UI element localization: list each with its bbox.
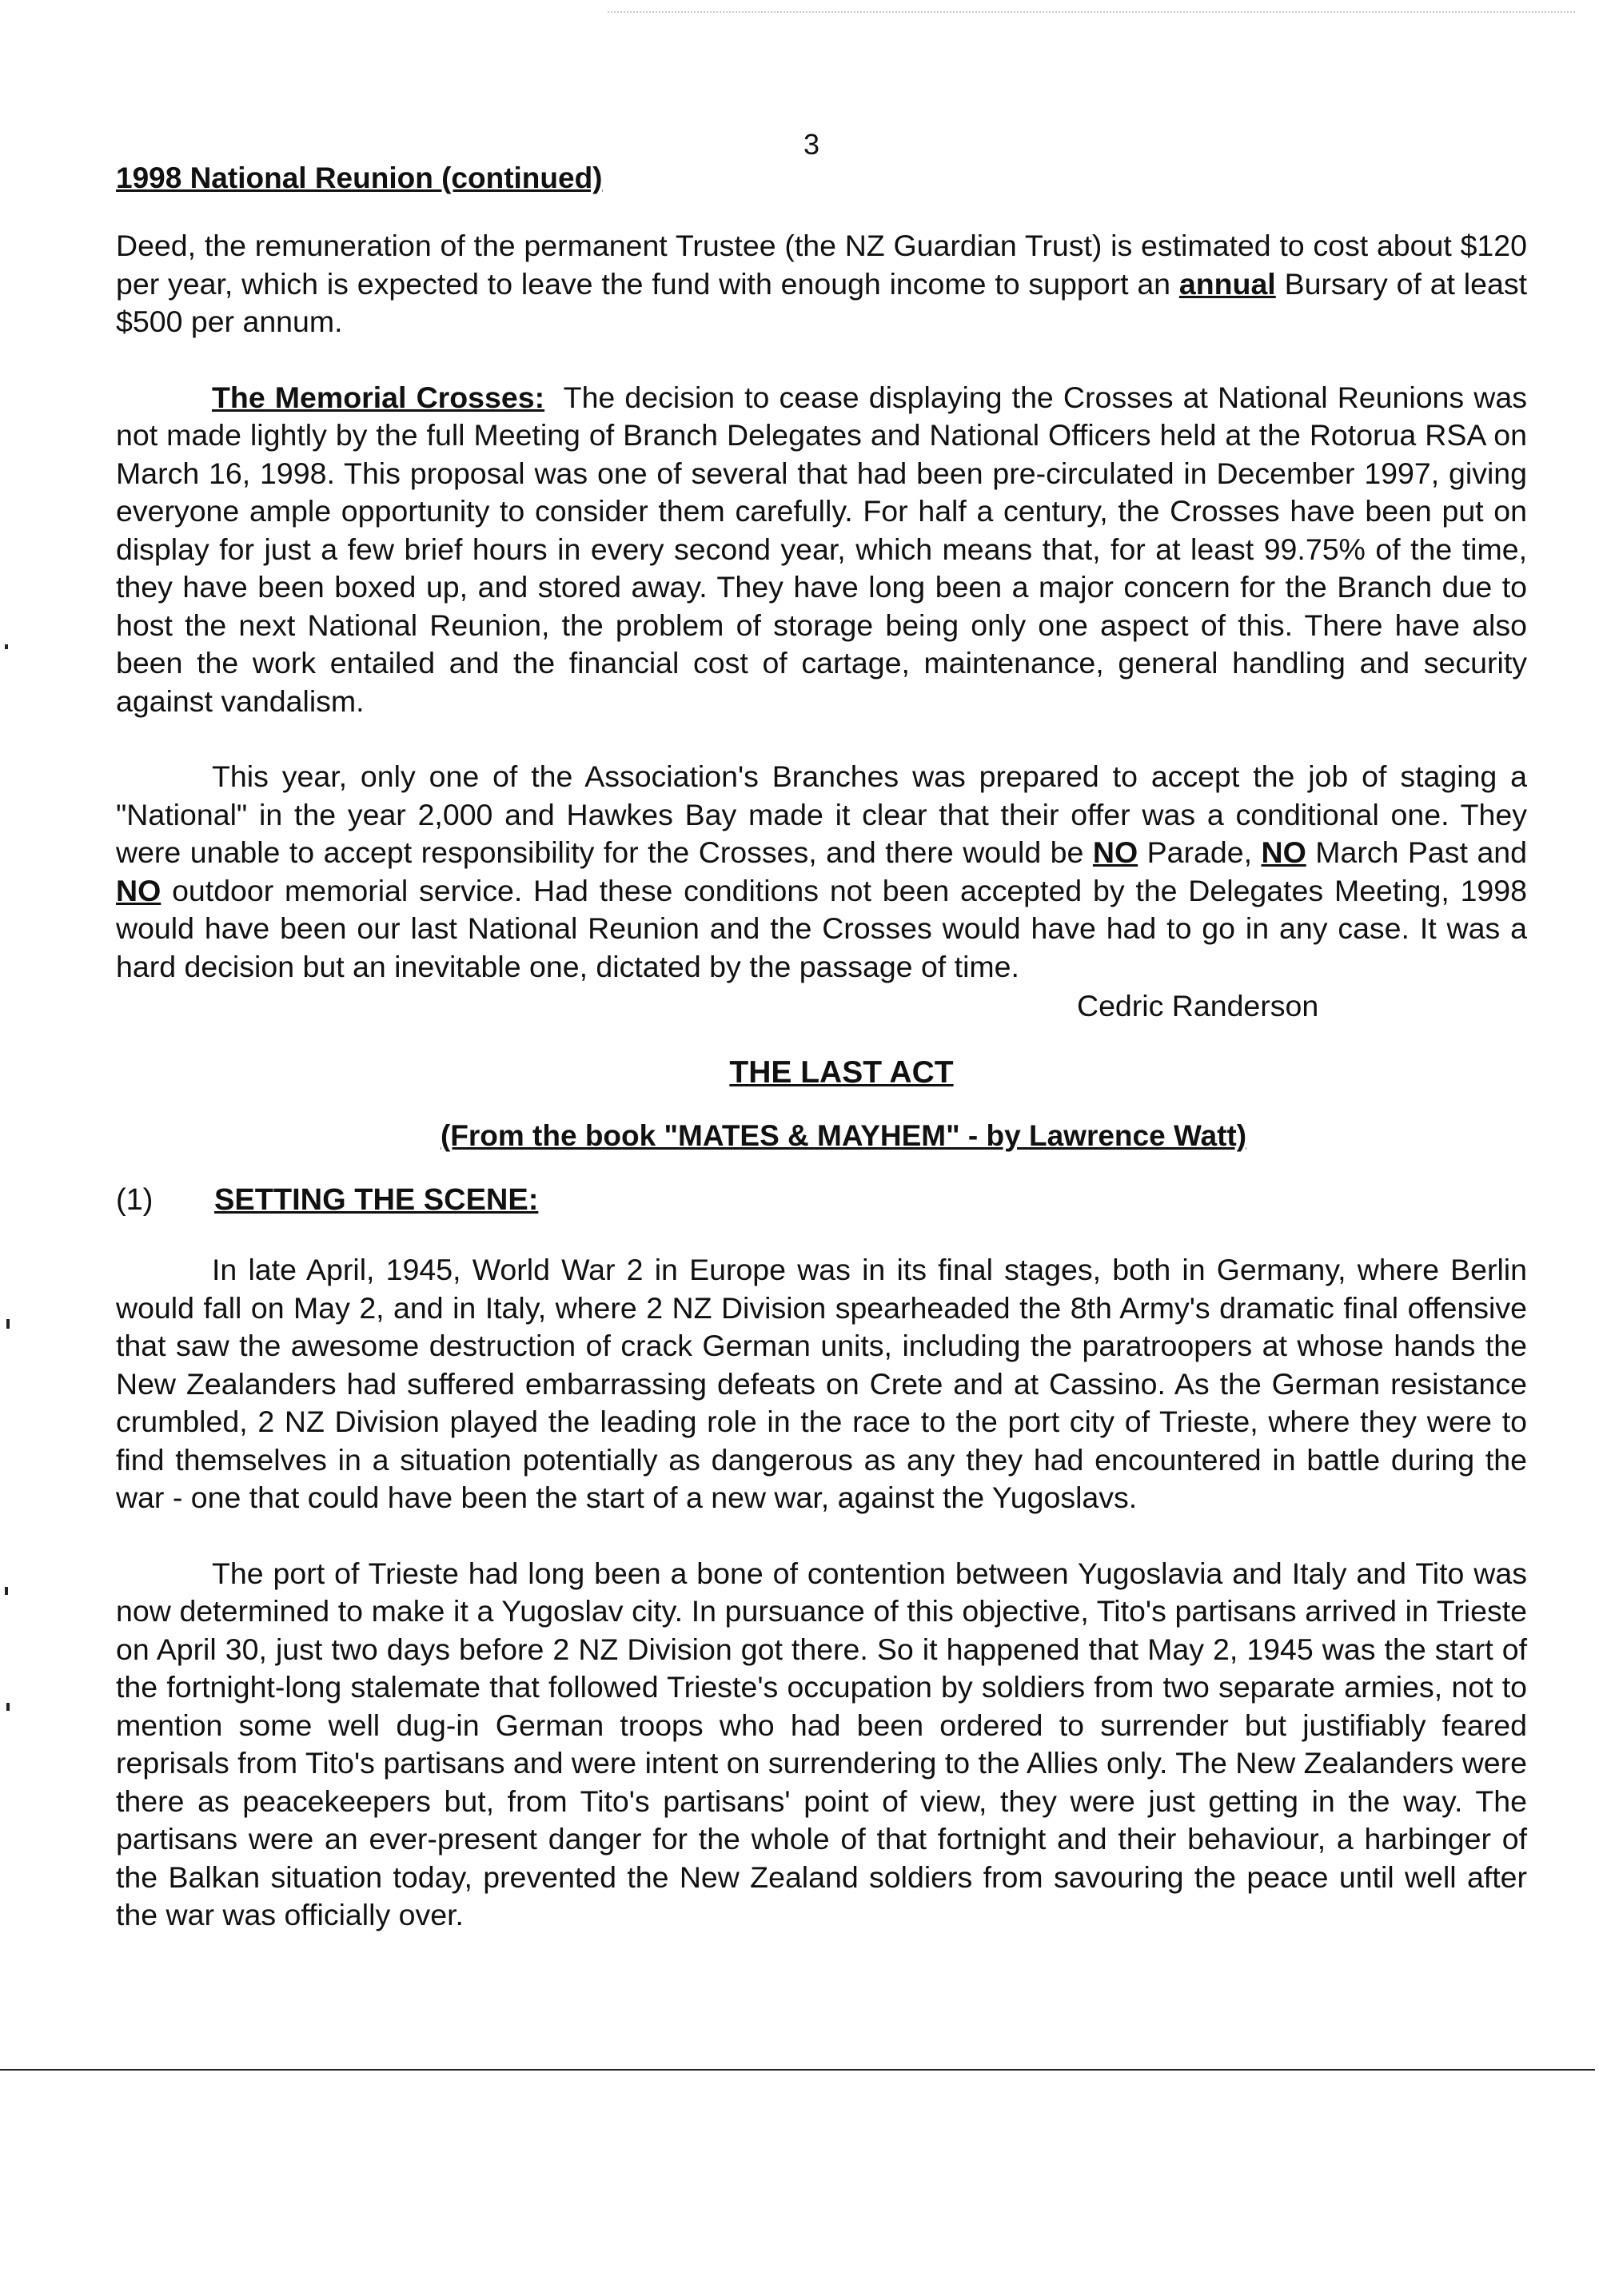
scan-margin-mark xyxy=(6,1703,10,1711)
story-subtitle: (From the book "MATES & MAYHEM" - by Lawrence Watt) xyxy=(440,1119,1247,1152)
memorial-crosses-text: The decision to cease displaying the Crosses at National Reunions was not made lightly by the full Meeting of Branch Delegates and National Officers held at the Rotorua RSA on March 16, 1998. This proposal was one of several that had been pre-circulated in December 1997, giving everyone ample opportunity to consider them carefully. For half a century, the Crosses have been put on display for just a few brief hours in every second year, which means that, for at least 99.75% of the time, they have been boxed up, and stored away. They have long been a major concern for the Branch due to host the next National Reunion, the problem of storage being only one aspect of this. There have also been the work entailed and the financial cost of cartage, maintenance, general handling and security against vandalism. xyxy=(116,380,1527,718)
paragraph-late-april: In late April, 1945, World War 2 in Europe was in its final stages, both in Germany, where Berlin would fall on May 2, and in Italy, where 2 NZ Division spearheaded the 8th Army's dramatic final offensive that saw the awesome destruction of crack German units, including the paratroopers at whose hands the New Zealanders had suffered embarrassing defeats on Crete and at Cassino. As the German resistance crumbled, 2 NZ Division played the leading role in the race to the port city of Trieste, where they were to find themselves in a situation potentially as dangerous as any they had encountered in battle during the war - one that could have been the start of a new war, against the Yugoslavs. xyxy=(116,1253,1527,1514)
section-heading: 1998 National Reunion (continued) xyxy=(116,161,603,194)
scan-margin-mark xyxy=(5,1587,8,1595)
memorial-crosses-lead: The Memorial Crosses: xyxy=(212,380,545,414)
author-signature: Cedric Randerson xyxy=(1077,989,1319,1022)
section-label: SETTING THE SCENE: xyxy=(214,1183,539,1217)
scan-margin-mark xyxy=(6,1319,10,1329)
paragraph-trust-deed xyxy=(116,227,1527,341)
emphasis-no: NO xyxy=(1261,835,1306,869)
paragraph-memorial-crosses xyxy=(116,379,1527,721)
numbered-section-heading xyxy=(116,1183,1527,1218)
emphasis-no: NO xyxy=(1092,835,1138,869)
page-number: 3 xyxy=(803,128,820,161)
story-title: THE LAST ACT xyxy=(729,1055,954,1090)
conditions-text-4: outdoor memorial service. Had these conditions not been accepted by the Delegates Meeting, 1998 would have been our last National Reunion and the Crosses would have had to go in any case. It was a hard decision but an inevitable one, dictated by the passage of time. xyxy=(116,873,1528,983)
conditions-text-2: Parade, xyxy=(1146,835,1252,869)
scan-edge-line xyxy=(608,11,1575,13)
paragraph-conditions xyxy=(116,758,1527,986)
paragraph-text: Deed, the remuneration of the permanent Trustee (the NZ Guardian Trust) is estimated to cost about $120 per year, which is expected to leave the fund with enough income to support an xyxy=(116,229,1527,301)
document-page xyxy=(116,120,1527,1935)
paragraph-trieste: The port of Trieste had long been a bone of contention between Yugoslavia and Italy and Tito was now determined to make it a Yugoslav city. In pursuance of this objective, Tito's partisans arrived in Trieste on April 30, just two days before 2 NZ Division got there. So it happened that May 2, 1945 was the start of the fortnight-long stalemate that followed Trieste's occupation by soldiers from two separate armies, not to mention some well dug-in German troops who had been ordered to surrender but justifiably feared reprisals from Tito's partisans and were intent on surrendering to the Allies only. The New Zealanders were there as peacekeepers but, from Tito's partisans' point of view, they were just getting in the way. The partisans were an ever-present danger for the whole of that fortnight and their behaviour, a harbinger of the Balkan situation today, prevented the New Zealand soldiers from savouring the peace until well after the war was officially over. xyxy=(116,1556,1527,1931)
page-cut-line xyxy=(0,2069,1595,2071)
emphasis-no: NO xyxy=(116,873,161,907)
emphasis-annual: annual xyxy=(1178,266,1276,301)
conditions-text-3: March Past and xyxy=(1315,835,1528,869)
scan-margin-mark xyxy=(5,644,8,649)
section-number: (1) xyxy=(116,1183,154,1217)
paragraph-text-end: Bursary of at least $500 per annum. xyxy=(116,266,1528,338)
conditions-text-1: This year, only one of the Association's Branches was prepared to accept the job of staging a "National" in the year 2,000 and Hawkes Bay made it clear that their offer was a conditional one. They were unable to accept responsibility for the Crosses, and there would be xyxy=(116,759,1527,869)
